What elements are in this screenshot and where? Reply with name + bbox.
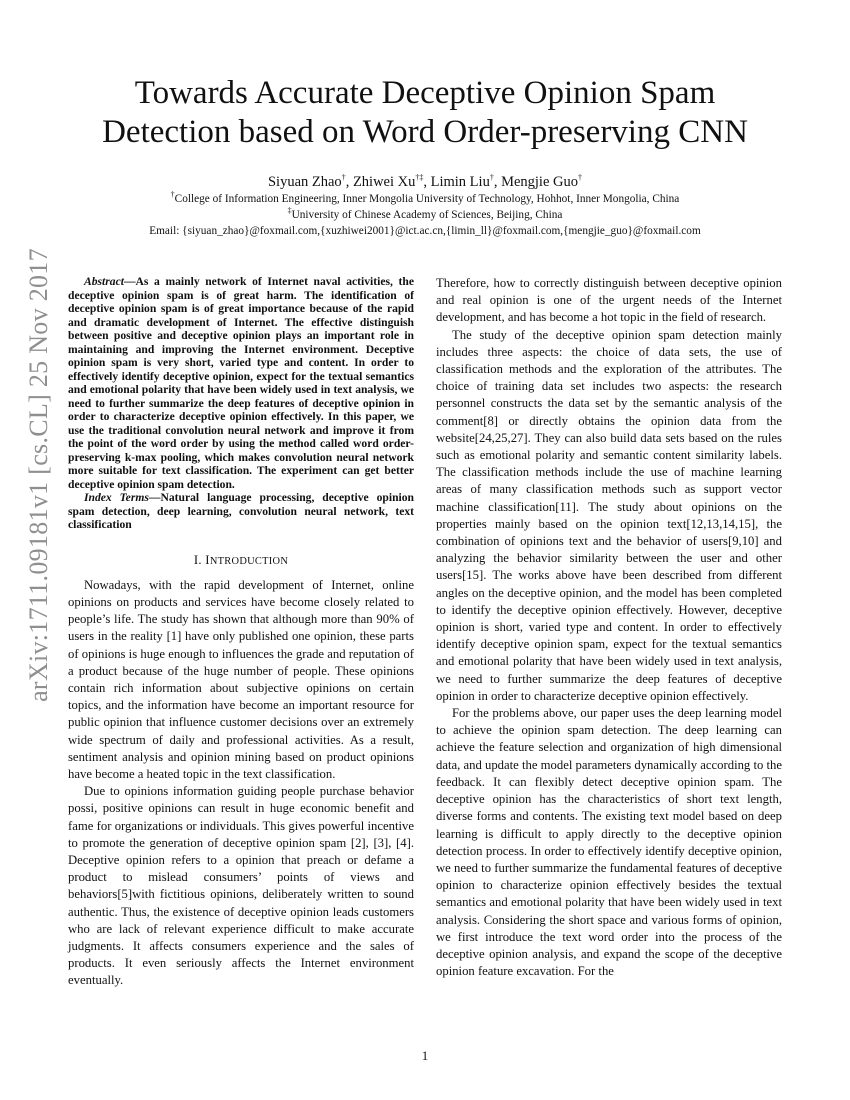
right-column bbox=[436, 275, 782, 980]
section-number: I. bbox=[193, 552, 202, 567]
index-terms bbox=[68, 491, 414, 532]
affiliation-1 bbox=[60, 190, 790, 205]
section-title-rest: NTRODUCTION bbox=[209, 555, 289, 567]
paragraph: Nowadays, with the rapid development of Internet, online opinions on products and services have become closely related to people’s life. The study has shown that although more than 90% of users in the reality [1] have only published one opinion, these parts of opinions is huge enough to influences the grade and reputation of a product because of the huge number of people. These opinions contain rich information about subjective opinions on certain topics, and the information have become an important resource for public opinion that influence customer decisions over an extremely wide spectrum of daily and professional activities. As a result, sentiment analysis and opinion mining based on product opinions have become a heated topic in the text classification. bbox=[68, 577, 414, 781]
author-name: Limin Liu bbox=[430, 174, 490, 190]
affiliation-text: College of Information Engineering, Inner Mongolia University of Technology, Hohhot, Inner Mongolia, China bbox=[174, 193, 680, 205]
author-emails: Email: {siyuan_zhao}@foxmail.com,{xuzhiwei2001}@ict.ac.cn,{limin_ll}@foxmail.com,{mengjie_guo}@foxmail.com bbox=[149, 225, 701, 237]
paragraph: The study of the deceptive opinion spam detection mainly includes three aspects: the choice of data sets, the use of classification methods and the exploration of the attributes. The choice of training data set includes two aspects: the research personnel constructs the data set by the semantic analysis of the comment[8] or directly obtains the opinion data from the website[24,25,27]. They can also build data sets based on the rules such as emotional polarity and semantic content similarity labels. The classification methods include the use of machine learning areas of many classification methods such as support vector machine classification[11]. The study about opinions on the properties mainly based on the opinion text[12,13,14,15], the combination of opinions text and the behavior of users[9,10] and analyzing the behavior similarity between the user and other users[15]. The works above have been described from different angles on the deceptive opinion, and the model has been completed to identify the deceptive opinion effectively. However, deceptive opinion is short, varied type and content. In order to effectively identify deceptive opinion spam, expect for the textual semantics and emotional polarity that have been widely used in text analysis, we need to further summarize the deep features of deceptive opinion in order to characterize deceptive opinion effectively. bbox=[436, 327, 782, 703]
paragraph: Due to opinions information guiding people purchase behavior possi, positive opinions can result in huge economic benefit and fame for organizations or individuals. This gives powerful incentive to promote the generation of deceptive opinion spam [2], [3], [4]. Deceptive opinion refers to a opinion that preach or defame a product to mislead consumers’ points of views and behaviors[5]with fictitious opinions, deliberately written to sound authentic. Thus, the existence of deceptive opinion leads customers who are lack of relevant experience difficult to make accurate judgments. It affects consumers experience and the sales of products. It even seriously affects the Internet environment eventually. bbox=[68, 784, 414, 988]
affiliation-mark: ‡ bbox=[287, 206, 292, 216]
affiliation-2 bbox=[60, 206, 790, 221]
author-list bbox=[60, 174, 790, 191]
author-name: Mengjie Guo bbox=[501, 174, 578, 190]
page-number: 1 bbox=[421, 1048, 429, 1063]
author-separator: , bbox=[423, 174, 431, 190]
title-line-2: Detection based on Word Order-preserving CNN bbox=[102, 114, 748, 150]
section-title-initial: I bbox=[205, 552, 210, 567]
author-name: Zhiwei Xu bbox=[352, 174, 416, 190]
author-name: Siyuan Zhao bbox=[267, 174, 342, 190]
paragraph: For the problems above, our paper uses the deep learning model to achieve the opinion spam detection. The deep learning can achieve the feature selection and organization of high dimensional data, and update the model parameters dynamically according to the feedback. It can flexibly detect deceptive opinion spam. The deceptive opinion has the characteristics of short text length, diverse forms and contents. The existing text model based on deep learning is difficult to apply directly to the deceptive opinion detection process. In order to effectively identify deceptive opinion, we need to further summarize the fundamental features of deceptive opinion to characterize opinion effectively besides the textual semantics and emotional polarity that have been widely used in text analysis. Considering the short space and various forms of opinion, we first introduce the text word order into the process of the deceptive opinion analysis, and expand the scope of the deceptive opinion feature excavation. For the bbox=[436, 706, 782, 979]
author-mark: † bbox=[341, 173, 346, 183]
abstract bbox=[68, 275, 414, 491]
title-line-1: Towards Accurate Deceptive Opinion Spam bbox=[134, 75, 716, 111]
arxiv-identifier[interactable]: arXiv:1711.09181v1 [cs.CL] 25 Nov 2017 bbox=[24, 248, 53, 702]
abstract-label: Abstract bbox=[84, 275, 124, 288]
author-separator: , bbox=[493, 174, 502, 190]
author-mark: †‡ bbox=[415, 173, 424, 183]
author-separator: , bbox=[345, 174, 353, 190]
author-mark: † bbox=[578, 173, 582, 183]
affiliation-text: University of Chinese Academy of Sciences, Beijing, China bbox=[291, 209, 563, 221]
affiliation-mark: † bbox=[170, 190, 175, 200]
left-column bbox=[68, 275, 414, 990]
author-mark: † bbox=[489, 173, 494, 183]
paper-title bbox=[60, 74, 790, 152]
index-terms-label: Index Terms bbox=[84, 491, 149, 504]
index-terms-text: Natural language processing, deceptive opinion spam detection, deep learning, convolution neural network, text classification bbox=[68, 491, 414, 531]
abstract-text: As a mainly network of Internet naval activities, the deceptive opinion spam is of great harm. The identification of deceptive opinion spam is of great importance because of the rapid and dramatic development of Internet. The effective distinguish between positive and deceptive opinion plays an important role in maintaining and improving the Internet environment. Deceptive opinion spam is very short, varied type and content. In order to effectively identify deceptive opinion, expect for the textual semantics and emotional polarity that have been widely used in text analysis, we need to further summarize the deep features of deceptive opinion in order to characterize deceptive opinion effectively. In this paper, we use the traditional convolution neural network and improve it from the point of the word order by using the method called word order-preserving k-max pooling, which makes convolution neural network more suitable for text classification. The experiment can get better deceptive opinion spam detection. bbox=[68, 275, 414, 491]
paragraph: Therefore, how to correctly distinguish between deceptive opinion and real opinion is one of the urgent needs of the Internet development, and has become a hot topic in the field of research. bbox=[436, 276, 782, 325]
abstract-dash: — bbox=[123, 275, 136, 288]
section-heading-introduction bbox=[68, 552, 414, 570]
index-terms-dash: — bbox=[148, 491, 161, 504]
